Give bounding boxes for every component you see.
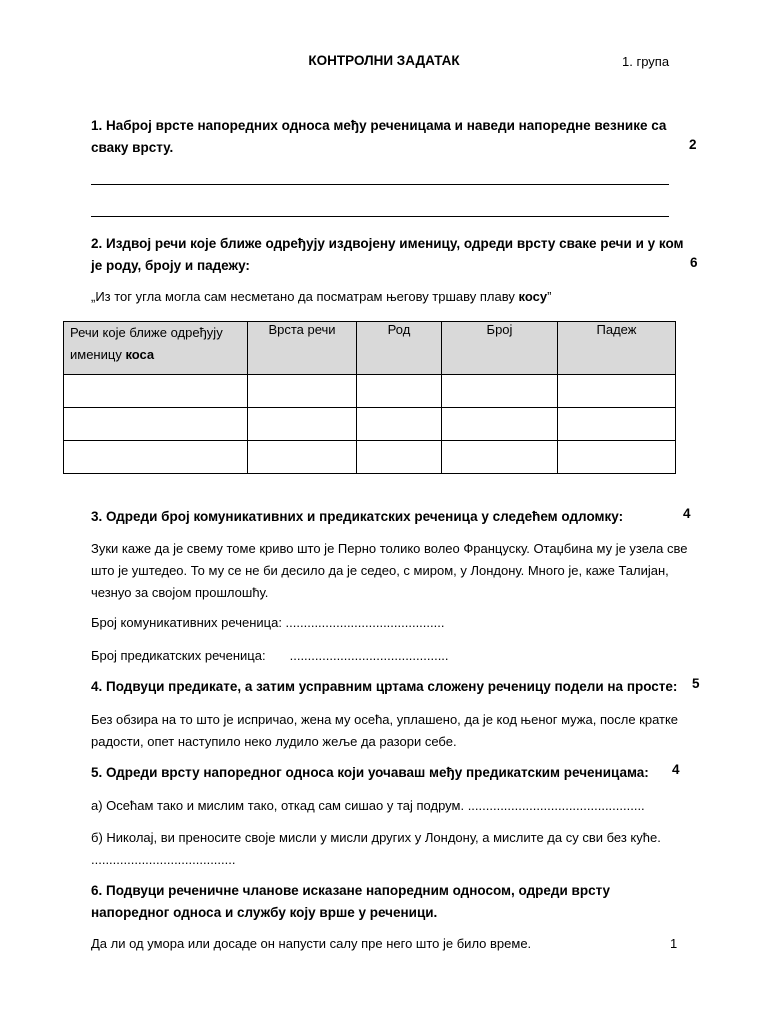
question-2-quote	[91, 286, 696, 308]
question-4-points: 5	[692, 676, 700, 691]
table-cell[interactable]	[248, 408, 357, 441]
question-4-text: 4. Подвуци предикате, а затим усправним цртама сложену реченицу подели на просте:	[91, 679, 678, 694]
question-6-sentence: Да ли од умора или досаде он напусти салу пре него што је било време.	[91, 936, 532, 951]
answer-line-2	[91, 216, 669, 217]
quote-text: „Из тог угла могла сам несметано да посматрам његову тршаву плаву	[91, 289, 519, 304]
table-cell[interactable]	[64, 408, 248, 441]
table-cell[interactable]	[64, 375, 248, 408]
question-6-text: 6. Подвуци реченичне чланове исказане напоредним односом, одреди врсту напоредног односа и службу коју врше у реченици.	[91, 883, 611, 920]
table-cell[interactable]	[248, 375, 357, 408]
communicative-answer-dots[interactable]: ............................................	[285, 615, 445, 630]
table-cell[interactable]	[248, 441, 357, 474]
table-cell[interactable]	[442, 375, 558, 408]
table-cell[interactable]	[64, 441, 248, 474]
question-5-text: 5. Одреди врсту напоредног односа који уочаваш међу предикатским реченицама:	[91, 765, 649, 780]
table-header-word-type: Врста речи	[248, 322, 357, 375]
question-3-passage: Зуки каже да је свему томе криво што је Перно толико волео Француску. Отаџбина му је узела све што је уштедео. То му се не би десило да је седео, с миром, у Лондону. Много је, каже Талијан, чезнуо за својом прошлошћу.	[91, 541, 688, 600]
table-header-gender: Род	[357, 322, 442, 375]
question-6-points: 1	[670, 936, 678, 951]
question-5-points: 4	[672, 762, 680, 777]
question-5-item-a: а) Осећам тако и мислим тако, откад сам сишао у тај подрум. .................................................	[91, 798, 645, 813]
question-4-passage: Без обзира на то што је испричао, жена му осећа, уплашено, да је код њеног мужа, после кратке радости, опет наступило неко лудило жеље да разори себе.	[91, 712, 679, 749]
table-header-number: Број	[442, 322, 558, 375]
group-label: 1. група	[622, 54, 670, 69]
table-row	[64, 441, 676, 474]
quote-keyword: косу	[518, 289, 548, 304]
question-2-text: 2. Издвој речи које ближе одређују издвојену именицу, одреди врсту сваке речи и у ком је роду, броју и падежу:	[91, 236, 684, 273]
table-cell[interactable]	[558, 441, 676, 474]
table-cell[interactable]	[558, 408, 676, 441]
predicate-answer-dots[interactable]: ............................................	[289, 648, 449, 663]
page-title: КОНТРОЛНИ ЗАДАТАК	[308, 53, 460, 68]
predicate-count: Број предикатских реченица: ............................................	[91, 648, 449, 663]
quote-close: ”	[547, 289, 552, 304]
table-header-words: Речи које ближе одређују именицу коса	[64, 322, 248, 375]
table-header-row	[64, 322, 676, 375]
question-1-points: 2	[689, 137, 697, 152]
table-cell[interactable]	[442, 441, 558, 474]
table-cell[interactable]	[357, 375, 442, 408]
table-row	[64, 375, 676, 408]
table-row	[64, 408, 676, 441]
table-header-case: Падеж	[558, 322, 676, 375]
table-cell[interactable]	[558, 375, 676, 408]
table-cell[interactable]	[357, 408, 442, 441]
question-2-points: 6	[690, 255, 698, 270]
question-3-text: 3. Одреди број комуникативних и предикатских реченица у следећем одломку:	[91, 509, 624, 524]
analysis-table	[63, 321, 676, 474]
table-cell[interactable]	[442, 408, 558, 441]
communicative-count: Број комуникативних реченица: ............................................	[91, 615, 445, 630]
answer-line-1	[91, 184, 669, 185]
question-1-text: 1. Наброј врсте напоредних односа међу реченицама и наведи напоредне везнике са сваку врсту.	[91, 118, 667, 155]
table-cell[interactable]	[357, 441, 442, 474]
question-5-item-b: б) Николај, ви преносите своје мисли у мисли других у Лондону, а мислите да су сви без куће. ........................................	[91, 830, 661, 867]
question-3-points: 4	[683, 506, 691, 521]
